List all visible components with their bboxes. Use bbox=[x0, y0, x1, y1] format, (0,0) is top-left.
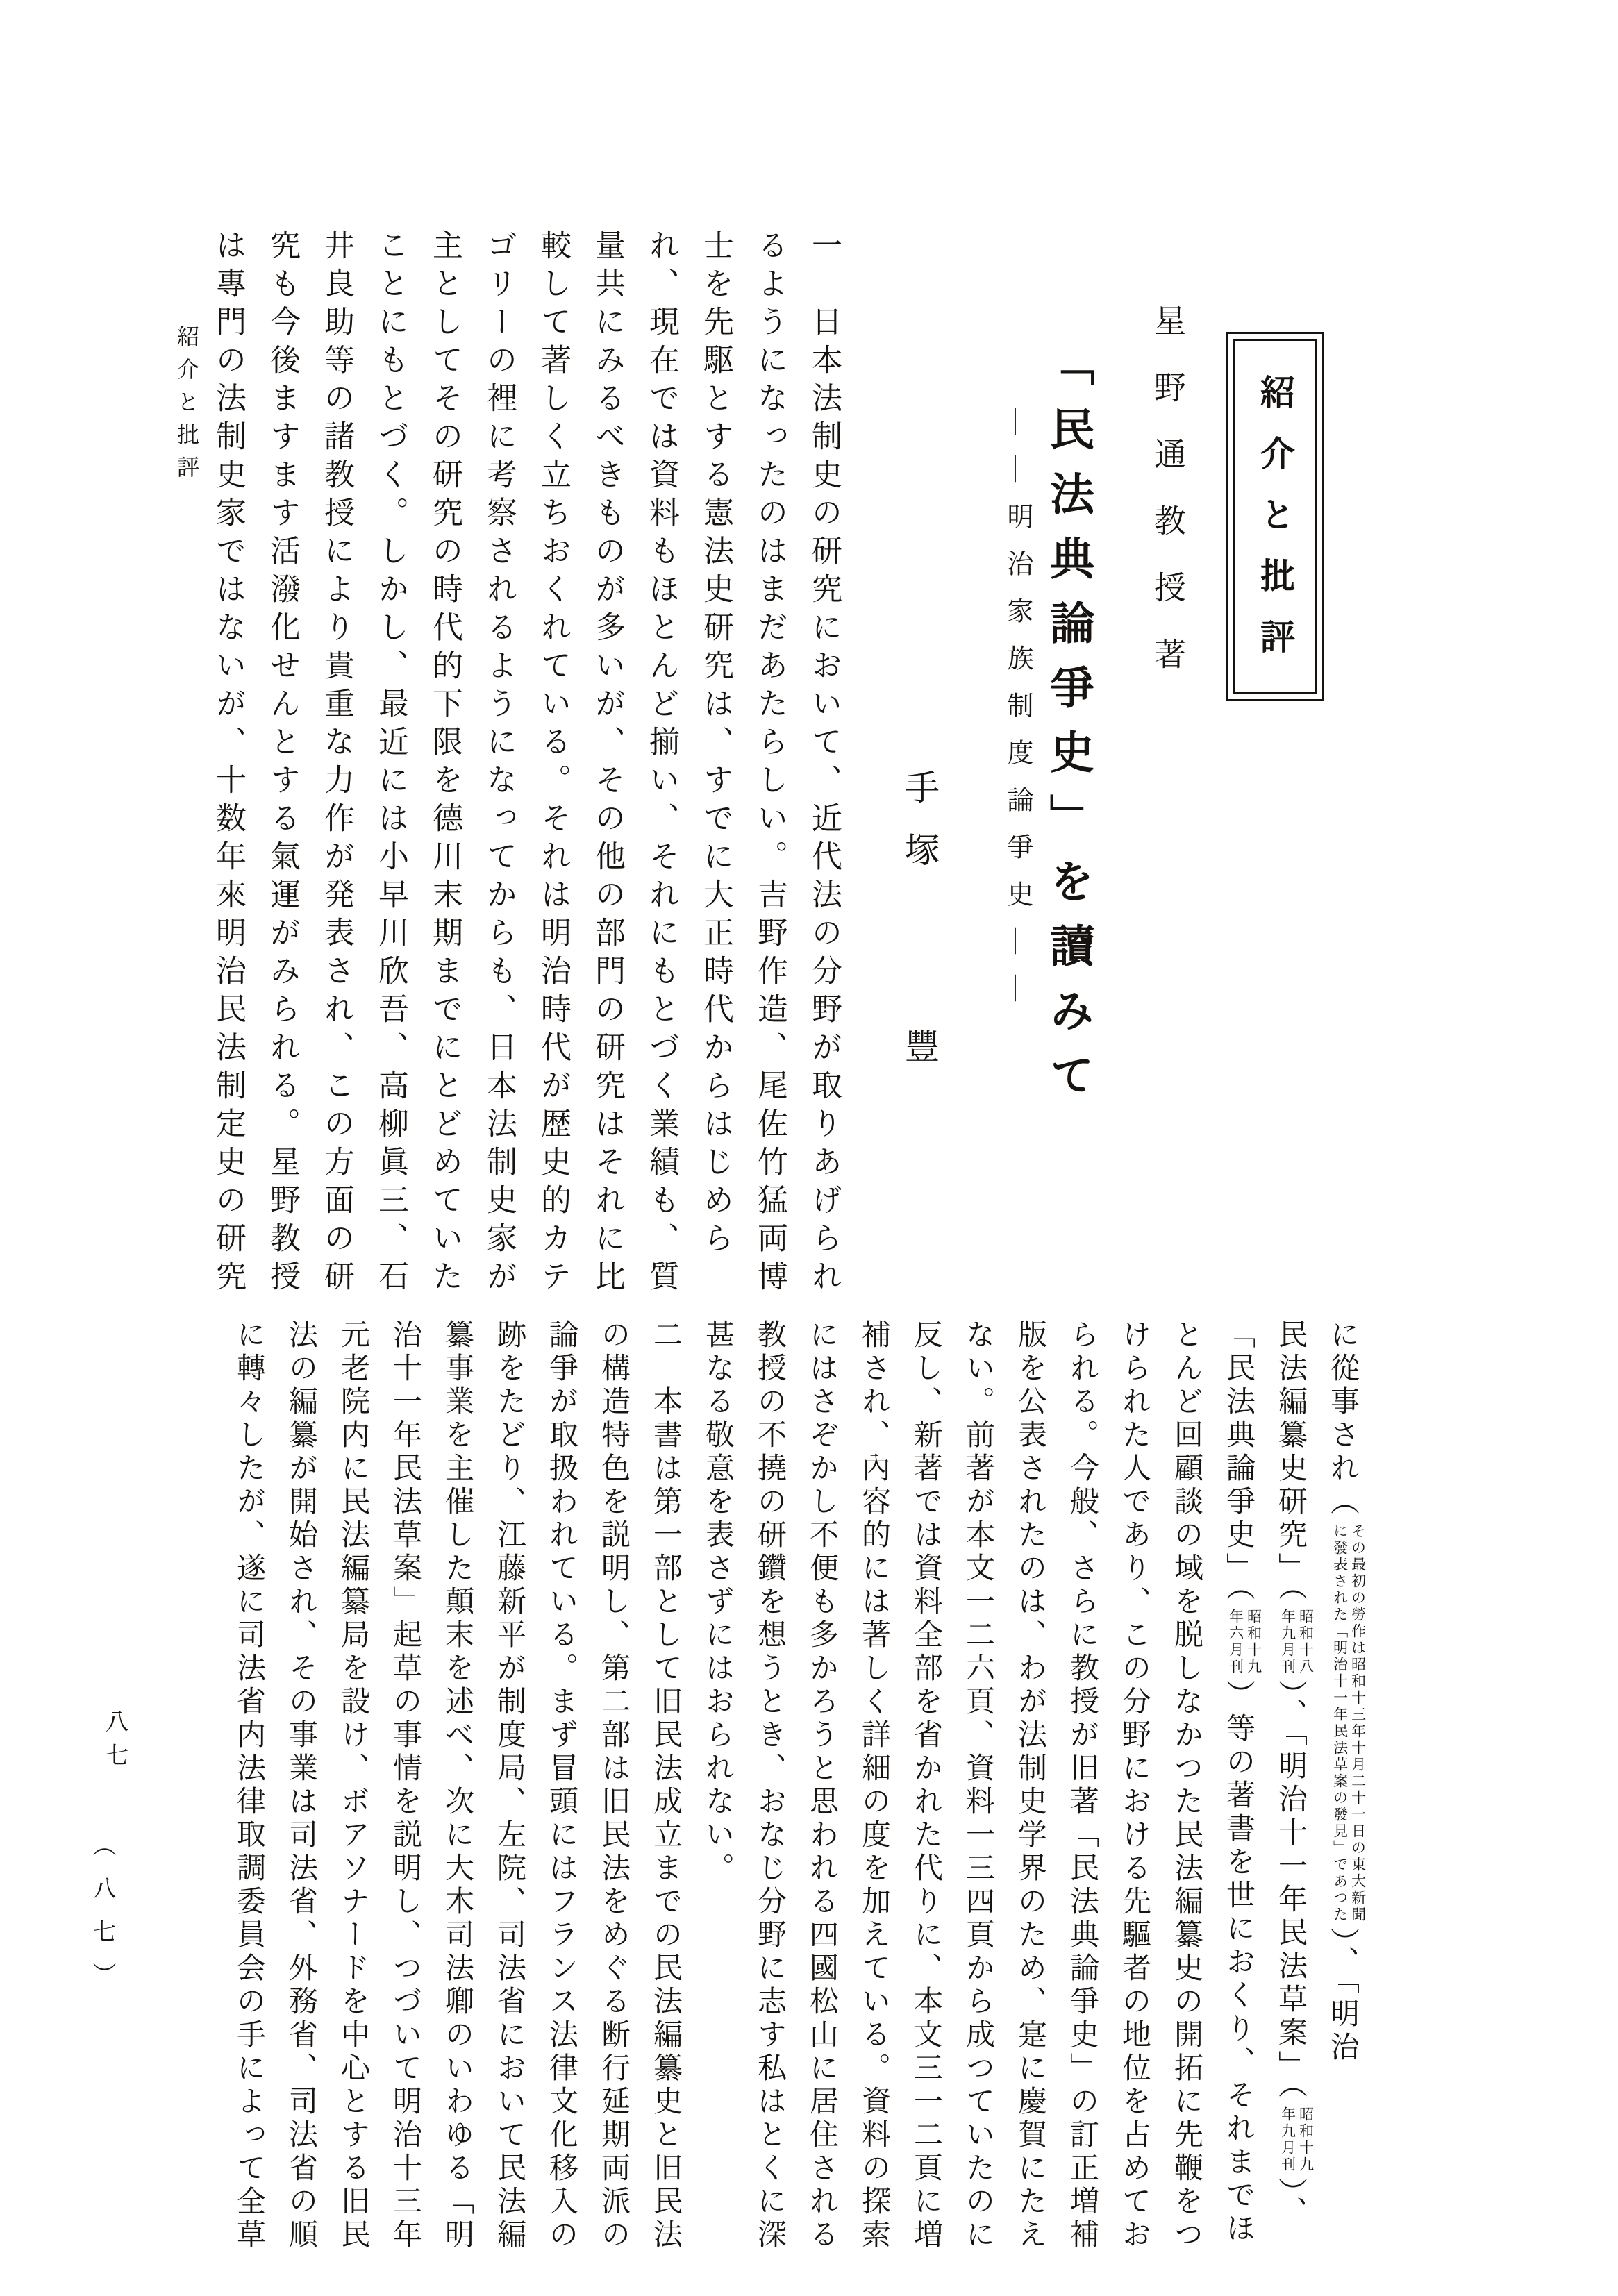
inline-note-line: 昭和十九 bbox=[1245, 1609, 1262, 1675]
inline-note-line: 年九月刊 bbox=[1279, 1609, 1296, 1675]
sec2-column-2: 民法編纂史研究」（ 昭和十八 年九月刊 ）、「明治十一年民法草案」（ 昭和十九 年九月刊 ）、 bbox=[1274, 1319, 1315, 2229]
sec1-column-11: 究も今後ますます活潑化せんとする氣運がみられる。星野教授 bbox=[265, 229, 299, 1298]
inline-note-line: 昭和十九 bbox=[1297, 2106, 1315, 2173]
sec2-column-20: 元老院内に民法編纂局を設け、ボアソナードを中心とする旧民 bbox=[337, 1319, 369, 2252]
inline-note-line: 年六月刊 bbox=[1227, 1609, 1244, 1675]
inline-note bbox=[1227, 1609, 1263, 1675]
book-subtitle: ――明治家族制度論爭史―― bbox=[1003, 408, 1032, 1022]
section-label: 紹介と批評 bbox=[1256, 374, 1294, 680]
inline-note-line: 昭和十八 bbox=[1297, 1609, 1315, 1675]
sec2-column-18: 纂事業を主催した顛末を述べ、次に大木司法卿のいわゆる「明 bbox=[441, 1319, 473, 2252]
sec1-column-7: ゴリーの裡に考察されるようになってからも、日本法制史家が bbox=[482, 229, 516, 1298]
sec2-column-15: の構造特色を説明し、第二部は旧民法をめぐる断行延期両派の bbox=[597, 1319, 629, 2252]
sec1-column-2: るようになったのはまだあたらしい。吉野作造、尾佐竹猛両博 bbox=[753, 229, 787, 1298]
book-title: 「民法典論爭史」を讀みて bbox=[1044, 342, 1093, 1116]
page-number: 八七 bbox=[101, 1709, 127, 1776]
sec1-column-8: 主としてその研究の時代的下限を德川末期までにとどめていた bbox=[428, 229, 462, 1298]
sec2-column-6: られる。今般、さらに教授が旧著「民法典論爭史」の訂正増補 bbox=[1066, 1319, 1098, 2252]
sec2-column-17: 跡をたどり、江藤新平が制度局、左院、司法省において民法編 bbox=[493, 1319, 525, 2252]
sec2-column-22: に轉々したが、遂に司法省内法律取調委員会の手によって全草 bbox=[233, 1319, 265, 2252]
inline-note-line: 年九月刊 bbox=[1279, 2106, 1296, 2173]
sec2-column-11: にはさぞかし不便も多かろうと思われる四國松山に居住される bbox=[806, 1319, 837, 2252]
inline-note bbox=[1279, 1609, 1315, 1675]
sec2-column-1: に從事され（ その最初の勞作は昭和十三年十月二十一日の東大新聞 に發表された「明治十一年民法草案の發見」であつた ）、「明治 bbox=[1326, 1319, 1367, 2065]
inline-note bbox=[1279, 2106, 1315, 2173]
sec1-column-6: 較して著しく立ちおくれている。それは明治時代が歴史的カテ bbox=[536, 229, 570, 1298]
running-header: 紹介と批評 bbox=[174, 325, 199, 488]
sec2-column-9: 反し、新著では資料全部を省かれた代りに、本文三一二頁に増 bbox=[910, 1319, 942, 2252]
sec1-column-12: は專門の法制史家ではないが、十数年來明治民法制定史の研究 bbox=[211, 229, 245, 1298]
inline-note-line: その最初の勞作は昭和十三年十月二十一日の東大新聞 bbox=[1349, 1523, 1367, 1923]
sec2-column-4: とんど回顧談の域を脱しなかつた民法編纂史の開拓に先鞭をつ bbox=[1170, 1319, 1202, 2252]
sec2-column-5: けられた人であり、この分野における先驅者の地位を占めてお bbox=[1118, 1319, 1150, 2252]
body-section-1 bbox=[201, 229, 851, 1340]
sec2-column-10: 補され、內容的には著しく詳細の度を加えている。資料の探索 bbox=[858, 1319, 890, 2252]
sec2-column-12: 教授の不撓の研鑽を想うとき、おなじ分野に志す私はとくに深 bbox=[753, 1319, 785, 2252]
sec2-column-21: 法の編纂が開始され、その事業は司法省、外務省、司法省の順 bbox=[285, 1319, 317, 2252]
reviewer-first-name: 豐 bbox=[900, 1028, 939, 1091]
sec1-column-5: 量共にみるべきものが多いが、その他の部門の研究はそれに比 bbox=[590, 229, 624, 1298]
sec2-column-7: 版を公表されたのは、わが法制史学界のため、寔に慶賀にたえ bbox=[1014, 1319, 1046, 2252]
inline-note-line: に發表された「明治十一年民法草案の發見」であつた bbox=[1331, 1523, 1349, 1923]
sec1-column-3: 士を先駆とする憲法史研究は、すでに大正時代からはじめら bbox=[699, 229, 733, 1260]
author-byline: 星野通教授著 bbox=[1150, 304, 1185, 704]
section-label-box-inner bbox=[1233, 339, 1317, 694]
sec1-column-10: 井良助等の諸教授により貴重な力作が発表され、この方面の研 bbox=[319, 229, 353, 1298]
reviewer-name bbox=[897, 769, 942, 1091]
sec2-column-8: ない。前著が本文一二六頁、資料一三四頁から成つていたのに bbox=[962, 1319, 994, 2252]
sec1-column-1: 一 日本法制史の研究において、近代法の分野が取りあげられ bbox=[807, 229, 841, 1298]
sec2-column-14: 二 本書は第一部として旧民法成立までの民法編纂史と旧民法 bbox=[649, 1319, 681, 2252]
inline-note bbox=[1331, 1523, 1367, 1923]
sec2-column-13: 甚なる敬意を表さずにはおられない。 bbox=[701, 1319, 733, 1886]
body-section-2 bbox=[222, 1319, 1368, 2296]
sec1-column-4: れ、現在では資料もほとんど揃い、それにもとづく業績も、質 bbox=[644, 229, 678, 1298]
page-number-paren: （八七） bbox=[89, 1833, 115, 2005]
reviewer-last-name: 手塚 bbox=[900, 769, 939, 894]
sec2-column-3: 「民法典論爭史」（ 昭和十九 年六月刊 ）等の著書を世におくり、それまでほ bbox=[1222, 1319, 1262, 2246]
sec1-column-9: ことにもとづく。しかし、最近には小早川欣吾、高柳眞三、石 bbox=[374, 229, 408, 1298]
sec2-column-19: 治十一年民法草案」起草の事情を説明し、つづいて明治十三年 bbox=[389, 1319, 421, 2252]
sec2-column-16: 論爭が取扱われている。まず冒頭にはフランス法律文化移入の bbox=[545, 1319, 577, 2252]
section-label-box bbox=[1226, 332, 1324, 701]
